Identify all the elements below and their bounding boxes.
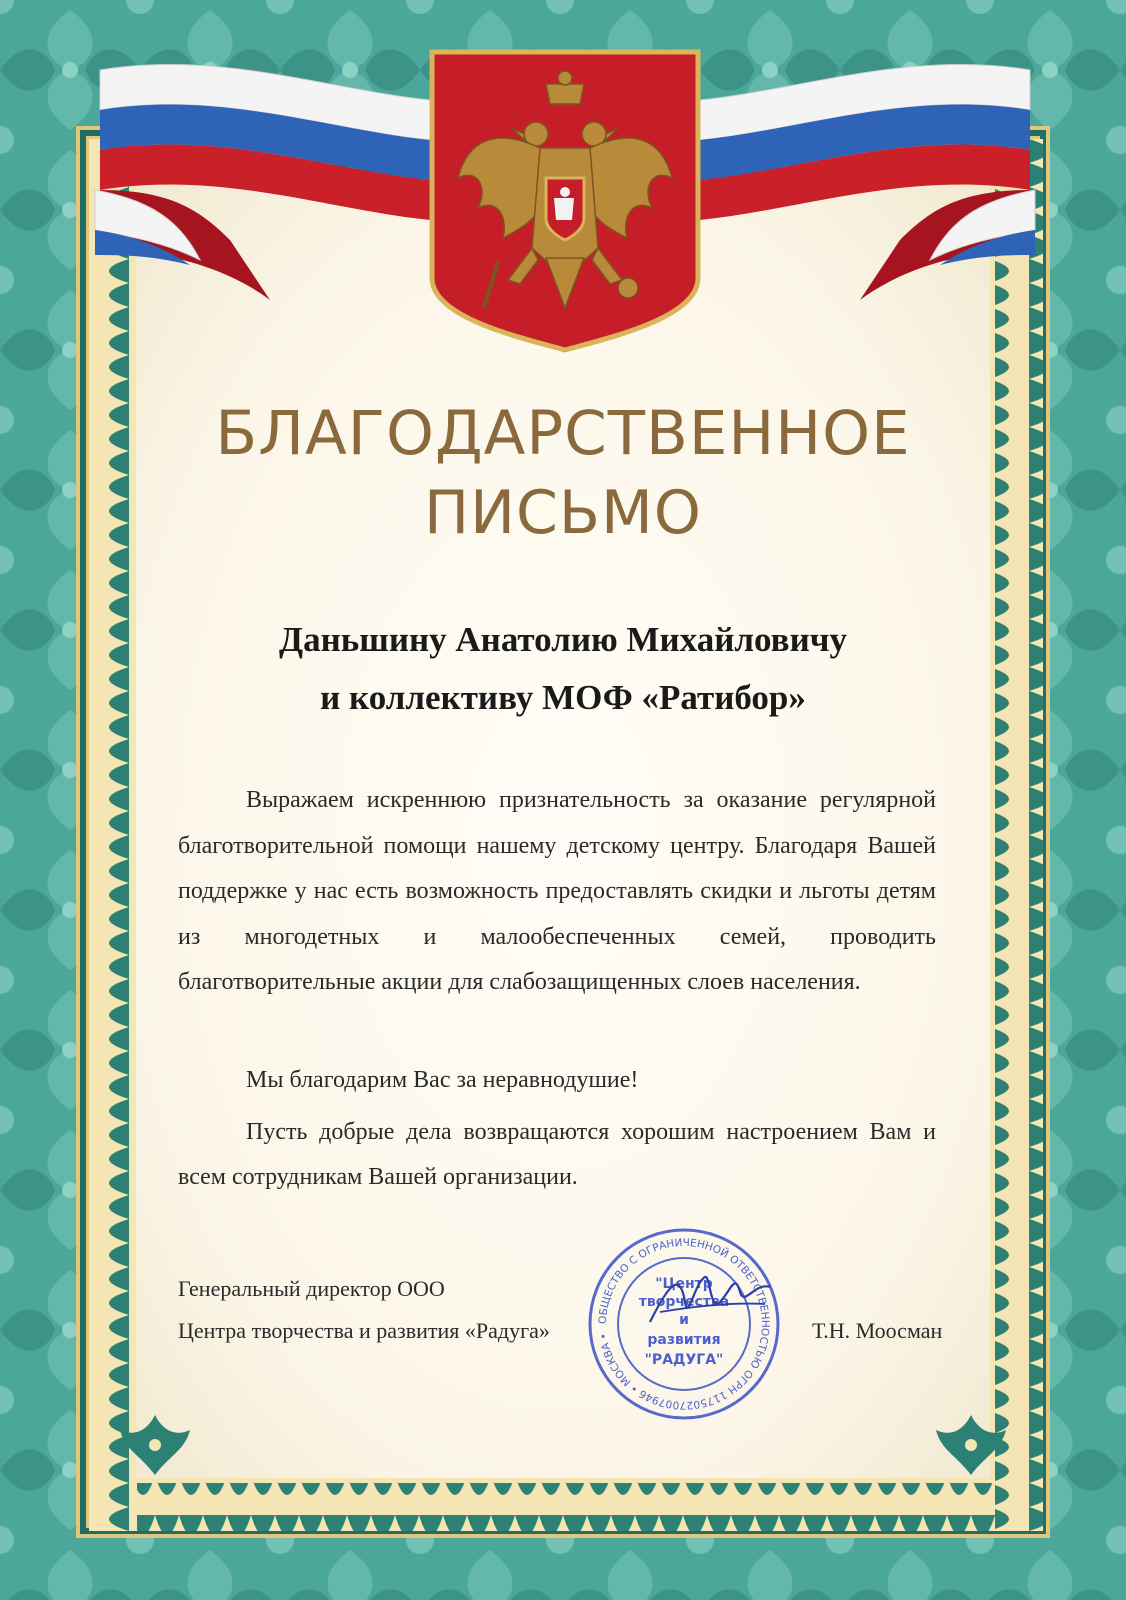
signatory-organization: Центра творчества и развития «Радуга» [178, 1318, 550, 1343]
stamp-line-1: "Центр [655, 1276, 713, 1292]
stamp-line-3: и [679, 1312, 689, 1328]
fleur-icon [110, 1410, 200, 1480]
title-line-2: ПИСЬМО [423, 478, 703, 548]
signatory-title: Генеральный директор ООО [178, 1276, 445, 1301]
double-headed-eagle-icon [428, 48, 702, 354]
fleur-icon [926, 1410, 1016, 1480]
handwritten-signature [640, 1262, 780, 1342]
stamp-line-5: "РАДУГА" [644, 1352, 724, 1368]
signatory-name: Т.Н. Моосман [812, 1318, 943, 1343]
body-paragraph-3: Пусть добрые дела возвращаются хорошим настроением Вам и всем сотрудникам Вашей организации. [178, 1119, 936, 1190]
body-paragraph-2: Мы благодарим Вас за неравнодушие! [246, 1067, 639, 1093]
title-line-1: БЛАГОДАРСТВЕННОЕ [215, 398, 911, 469]
body-paragraph-1: Выражаем искреннюю признательность за оказание регулярной благотворительной помощи нашему детскому центру. Благодаря Вашей поддержке у нас есть возможность предоставлять скидки и льготы детям из многодетных и малообеспеченных семей, проводить благотворительные акции для слабозащищенных слоев населения. [178, 787, 936, 995]
stamp-ring-text: ОБЩЕСТВО С ОГРАНИЧЕННОЙ ОТВЕТСТВЕННОСТЬЮ ОГРН 1175027007946 • МОСКВА • [596, 1236, 772, 1412]
stamp-line-4: развития [647, 1332, 721, 1348]
recipient-name: Даньшину Анатолию Михайловичу [279, 620, 847, 659]
recipient-organization: и коллективу МОФ «Ратибор» [320, 678, 806, 717]
stamp-line-2: творчества [638, 1294, 730, 1310]
